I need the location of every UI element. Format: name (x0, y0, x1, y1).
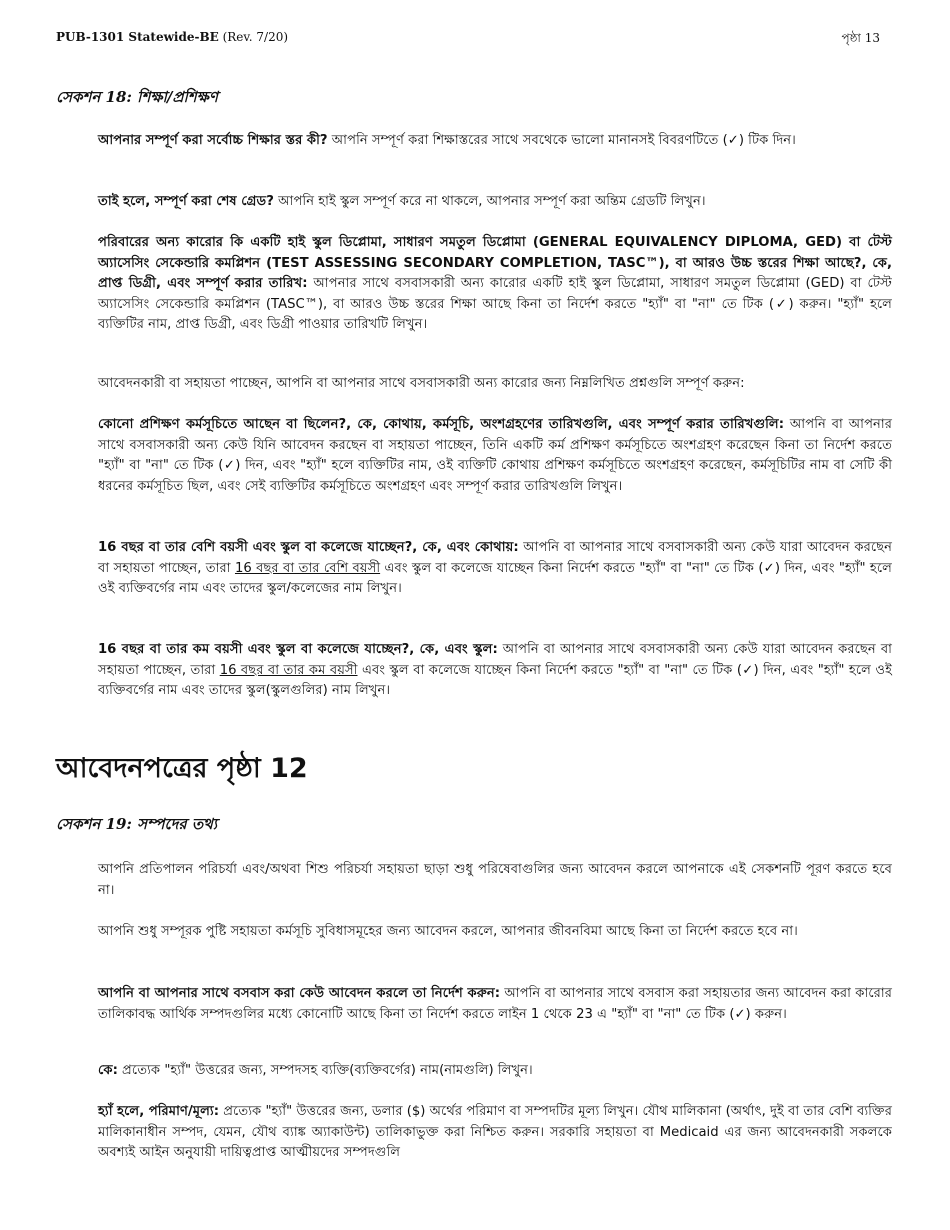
s18-p6-underline: 16 বছর বা তার বেশি বয়সী (234, 560, 381, 576)
s18-paragraph-training-program (98, 415, 892, 497)
s19-p2-body: আপনি শুধু সম্পূরক পুষ্টি সহায়তা কর্মসূচি সুবিধাসমূহের জন্য আবেদন করলে, আপনার জীবনবিমা আছে কিনা তা নির্দেশ করতে হবে না। (98, 924, 798, 939)
s18-p1-body: আপনি সম্পূর্ণ করা শিক্ষাস্তরের সাথে সবথেকে ভালো মানানসই বিবরণটিতে (✓) টিক দিন। (327, 133, 796, 148)
s18-p2-heading: তাই হলে, সম্পূর্ণ করা শেষ গ্রেড? (98, 194, 274, 209)
page-number: পৃষ্ঠা 13 (841, 31, 880, 45)
s18-p5-body: আপনি বা আপনার সাথে বসবাসকারী অন্য কেউ যিনি আবেদন করছেন বা সহায়তা পাচ্ছেন, তিনি একটি কর্ম প্রশিক্ষণ কর্মসূচিতে অংশগ্রহণ করেছেন কিনা তা নির্দেশ করতে "হ্যাঁ" বা "না" তে টিক (✓) দিন, এবং "হ্যাঁ" হলে ব্যক্তিটির নাম, ওই ব্যক্তিটি কোথায় প্রশিক্ষণ কর্মসূচিতে অংশগ্রহণ করেছেন, কর্মসূচিটির নাম বা সেটি কী ধরনের কর্মসূচিত ছিল, এবং সেই ব্যক্তিটির কর্মসূচিতে অংশগ্রহণ এবং সম্পূর্ণ করার তারিখগুলি লিখুন। (98, 417, 892, 494)
s18-p7-body-a: আপনি বা আপনার সাথে বসবাসকারী অন্য কেউ যারা আবেদন করছেন বা সহায়তা পাচ্ছেন, তারা (98, 642, 892, 678)
s19-p4-body: প্রত্যেক "হ্যাঁ" উত্তরের জন্য, সম্পদসহ ব্যক্তি(ব্যক্তিবর্গের) নাম(নামগুলি) লিখুন। (117, 1063, 533, 1078)
section-18-title: সেকশন 18: শিক্ষা/প্রশিক্ষণ (56, 88, 218, 106)
s19-p3-body: আপনি বা আপনার সাথে বসবাস করা সহায়তার জন্য আবেদন করা কারোর তালিকাবদ্ধ আর্থিক সম্পদগুলির মধ্যে কোনোটি আছে কিনা তা নির্দেশ করতে লাইন 1 থেকে 23 এ "হ্যাঁ" বা "না" তে টিক (✓) করুন। (98, 986, 892, 1022)
s18-paragraph-instructions (98, 374, 892, 395)
page-header (56, 30, 880, 48)
s18-p3-body: আপনার সাথে বসবাসকারী অন্য কারোর একটি হাই স্কুল ডিপ্লোমা, সাধারণ সমতুল ডিপ্লোমা (GED) বা টেস্ট অ্যাসেসিং সেকেন্ডারি কমপ্লিশন (TASC™), বা আরও উচ্চ স্তরের শিক্ষা আছে কিনা তা নির্দেশ করতে "হ্যাঁ" বা "না" তে টিক (✓) করুন। "হ্যাঁ" হলে ব্যক্তিটির নাম, প্রাপ্ত ডিগ্রী, এবং ডিগ্রী পাওয়ার তারিখটি লিখুন। (98, 276, 893, 332)
s18-p4-body: আবেদনকারী বা সহায়তা পাচ্ছেন, আপনি বা আপনার সাথে বসবাসকারী অন্য কারোর জন্য নিম্নলিখিত প্রশ্নগুলি সম্পূর্ণ করুন: (98, 376, 745, 391)
s18-p5-heading: কোনো প্রশিক্ষণ কর্মসূচিতে আছেন বা ছিলেন?, কে, কোথায়, কর্মসূচি, অংশগ্রহণের তারিখগুলি, এবং সম্পূর্ণ করার তারিখগুলি: (98, 417, 785, 432)
s18-paragraph-highest-education (98, 131, 892, 152)
s19-p1-body: আপনি প্রতিপালন পরিচর্যা এবং/অথবা শিশু পরিচর্যা সহায়তা ছাড়া শুধু পরিষেবাগুলির জন্য আবেদন করলে আপনাকে এই সেকশনটি পূরণ করতে হবে না। (98, 862, 892, 898)
application-page-heading: আবেদনপত্রের পৃষ্ঠা 12 (56, 753, 308, 784)
s18-p7-heading: 16 বছর বা তার কম বয়সী এবং স্কুল বা কলেজে যাচ্ছেন?, কে, এবং স্কুল: (98, 642, 498, 657)
s18-p2-body: আপনি হাই স্কুল সম্পূর্ণ করে না থাকলে, আপনার সম্পূর্ণ করা অন্তিম গ্রেডটি লিখুন। (273, 194, 706, 209)
section-19-title: সেকশন 19: সম্পদের তথ্য (56, 815, 218, 833)
s18-paragraph-last-grade (98, 192, 892, 213)
s19-p5-heading: হ্যাঁ হলে, পরিমাণ/মূল্য: (98, 1104, 219, 1119)
s19-paragraph-foster-care (98, 860, 892, 901)
s19-p3-heading: আপনি বা আপনার সাথে বসবাস করা কেউ আবেদন করলে তা নির্দেশ করুন: (98, 986, 501, 1001)
s18-p3-heading: পরিবারের অন্য কারোর কি একটি হাই স্কুল ডিপ্লোমা, সাধারণ সমতুল ডিপ্লোমা (GENERAL EQUIVALENCY DIPLOMA, GED) বা টেস্ট অ্যাসেসিং সেকেন্ডারি কমপ্লিশন (TEST ASSESSING SECONDARY COMPLETION, TASC™), বা আরও উচ্চ স্তরের শিক্ষা আছে?, কে, প্রাপ্ত ডিগ্রী, এবং সম্পূর্ণ করার তারিখ: (98, 235, 892, 291)
s18-p1-heading: আপনার সম্পূর্ণ করা সর্বোচ্চ শিক্ষার স্তর কী? (98, 133, 328, 148)
s18-paragraph-16-or-older (98, 538, 892, 600)
s19-p5-body: প্রত্যেক "হ্যাঁ" উত্তরের জন্য, ডলার ($) অর্থের পরিমাণ বা সম্পদটির মূল্য লিখুন। যৌথ মালিকানা (অর্থাৎ, দুই বা তার বেশি ব্যক্তির মালিকানাধীন সম্পদ, যেমন, যৌথ ব্যাঙ্ক অ্যাকাউন্ট) তালিকাভুক্ত করা নিশ্চিত করুন। সরকারি সহায়তা বা Medicaid এর জন্য আবেদনকারী সকলকে অবশ্যই আইন অনুযায়ী দায়িত্বপ্রাপ্ত আত্মীয়দের সম্পদগুলি (98, 1104, 892, 1160)
s19-paragraph-who (98, 1061, 892, 1082)
s19-p4-heading: কে: (98, 1063, 118, 1078)
form-id-label (56, 30, 288, 44)
s18-paragraph-16-or-younger (98, 640, 892, 702)
s18-p7-underline: 16 বছর বা তার কম বয়সী (219, 662, 358, 678)
s18-p7-body-b: এবং স্কুল বা কলেজে যাচ্ছেন কিনা নির্দেশ করতে "হ্যাঁ" বা "না" তে টিক (✓) দিন, এবং "হ্যাঁ" হলে ওই ব্যক্তিবর্গের নাম এবং তাদের স্কুল(স্কুলগুলির) নাম লিখুন। (98, 662, 892, 698)
s18-paragraph-household-diploma (98, 233, 892, 336)
s19-paragraph-snap (98, 922, 892, 943)
s19-paragraph-amount-value (98, 1102, 892, 1164)
s18-p6-body-b: এবং স্কুল বা কলেজে যাচ্ছেন কিনা নির্দেশ করতে "হ্যাঁ" বা "না" তে টিক (✓) দিন, এবং "হ্যাঁ" হলে ওই ব্যক্তিবর্গের নাম এবং তাদের স্কুল/কলেজের নাম লিখুন। (98, 560, 892, 596)
s19-paragraph-indicate-resources (98, 984, 892, 1025)
form-id: PUB-1301 Statewide-BE (56, 30, 219, 44)
s18-p6-body-a: আপনি বা আপনার সাথে বসবাসকারী অন্য কেউ যারা আবেদন করছেন বা সহায়তা পাচ্ছেন, তারা (98, 540, 892, 576)
s18-p6-heading: 16 বছর বা তার বেশি বয়সী এবং স্কুল বা কলেজে যাচ্ছেন?, কে, এবং কোথায়: (98, 540, 519, 555)
form-revision: (Rev. 7/20) (222, 30, 289, 44)
